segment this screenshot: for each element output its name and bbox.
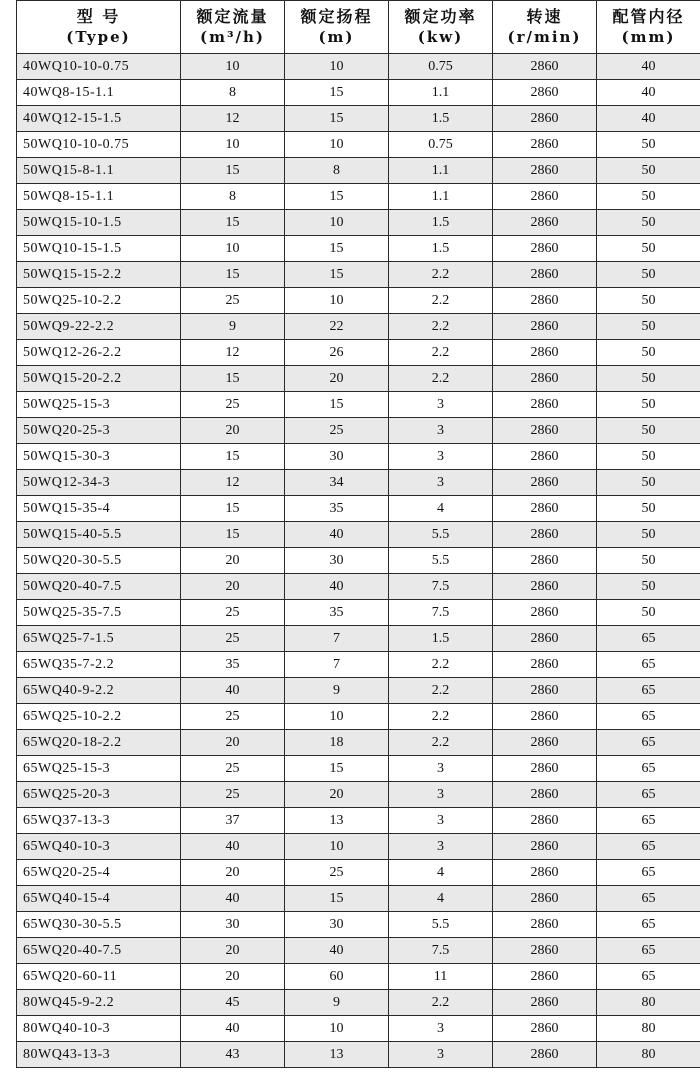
table-row: [17, 184, 700, 210]
cell-speed: 2860: [493, 236, 597, 262]
pump-spec-table: [16, 0, 700, 1068]
table-row: [17, 80, 700, 106]
cell-flow: 20: [181, 938, 285, 964]
cell-pipe-diameter: 50: [597, 548, 700, 574]
cell-power: 7.5: [389, 600, 493, 626]
cell-model: 50WQ15-35-4: [17, 496, 181, 522]
cell-flow: 40: [181, 678, 285, 704]
cell-model: 50WQ15-10-1.5: [17, 210, 181, 236]
cell-head: 15: [285, 886, 389, 912]
cell-model: 40WQ8-15-1.1: [17, 80, 181, 106]
cell-speed: 2860: [493, 730, 597, 756]
table-row: [17, 444, 700, 470]
table-row: [17, 626, 700, 652]
cell-pipe-diameter: 50: [597, 600, 700, 626]
table-row: [17, 990, 700, 1016]
cell-model: 65WQ40-9-2.2: [17, 678, 181, 704]
cell-model: 50WQ20-30-5.5: [17, 548, 181, 574]
cell-power: 5.5: [389, 522, 493, 548]
table-row: [17, 236, 700, 262]
cell-power: 5.5: [389, 548, 493, 574]
cell-model: 50WQ9-22-2.2: [17, 314, 181, 340]
cell-flow: 12: [181, 106, 285, 132]
cell-model: 40WQ10-10-0.75: [17, 54, 181, 80]
cell-speed: 2860: [493, 886, 597, 912]
cell-head: 13: [285, 1042, 389, 1068]
cell-flow: 15: [181, 262, 285, 288]
cell-flow: 12: [181, 340, 285, 366]
cell-head: 10: [285, 834, 389, 860]
cell-head: 9: [285, 990, 389, 1016]
cell-speed: 2860: [493, 392, 597, 418]
cell-power: 2.2: [389, 704, 493, 730]
cell-pipe-diameter: 65: [597, 756, 700, 782]
cell-speed: 2860: [493, 444, 597, 470]
cell-head: 18: [285, 730, 389, 756]
table-row: [17, 808, 700, 834]
cell-pipe-diameter: 65: [597, 860, 700, 886]
cell-head: 30: [285, 548, 389, 574]
cell-pipe-diameter: 50: [597, 392, 700, 418]
table-body: [17, 54, 700, 1068]
cell-head: 10: [285, 704, 389, 730]
cell-power: 1.5: [389, 626, 493, 652]
table-row: [17, 886, 700, 912]
cell-pipe-diameter: 80: [597, 1016, 700, 1042]
cell-flow: 15: [181, 158, 285, 184]
cell-head: 26: [285, 340, 389, 366]
cell-head: 22: [285, 314, 389, 340]
cell-power: 11: [389, 964, 493, 990]
cell-head: 35: [285, 600, 389, 626]
cell-power: 3: [389, 470, 493, 496]
table-row: [17, 210, 700, 236]
cell-speed: 2860: [493, 340, 597, 366]
cell-flow: 25: [181, 288, 285, 314]
cell-pipe-diameter: 65: [597, 704, 700, 730]
cell-head: 20: [285, 366, 389, 392]
cell-flow: 40: [181, 834, 285, 860]
cell-power: 2.2: [389, 678, 493, 704]
table-row: [17, 938, 700, 964]
table-row: [17, 522, 700, 548]
cell-speed: 2860: [493, 366, 597, 392]
cell-speed: 2860: [493, 288, 597, 314]
cell-model: 65WQ40-15-4: [17, 886, 181, 912]
table-row: [17, 340, 700, 366]
cell-pipe-diameter: 50: [597, 574, 700, 600]
cell-model: 50WQ15-30-3: [17, 444, 181, 470]
cell-model: 65WQ20-25-4: [17, 860, 181, 886]
cell-head: 34: [285, 470, 389, 496]
cell-head: 15: [285, 392, 389, 418]
table-row: [17, 834, 700, 860]
cell-head: 25: [285, 418, 389, 444]
cell-flow: 20: [181, 548, 285, 574]
cell-model: 50WQ25-10-2.2: [17, 288, 181, 314]
cell-speed: 2860: [493, 990, 597, 1016]
cell-pipe-diameter: 65: [597, 808, 700, 834]
cell-power: 3: [389, 834, 493, 860]
table-row: [17, 600, 700, 626]
cell-flow: 35: [181, 652, 285, 678]
cell-flow: 25: [181, 756, 285, 782]
cell-power: 3: [389, 808, 493, 834]
header-flow: 额定流量 (m³/h): [181, 1, 285, 54]
cell-pipe-diameter: 65: [597, 964, 700, 990]
cell-model: 65WQ20-60-11: [17, 964, 181, 990]
header-row: [17, 1, 700, 54]
cell-power: 4: [389, 496, 493, 522]
table-row: [17, 314, 700, 340]
cell-model: 50WQ20-25-3: [17, 418, 181, 444]
cell-flow: 8: [181, 184, 285, 210]
cell-model: 65WQ25-15-3: [17, 756, 181, 782]
cell-pipe-diameter: 80: [597, 990, 700, 1016]
table-row: [17, 860, 700, 886]
cell-flow: 20: [181, 730, 285, 756]
cell-speed: 2860: [493, 938, 597, 964]
cell-power: 1.1: [389, 158, 493, 184]
header-power: 额定功率 (kw): [389, 1, 493, 54]
cell-speed: 2860: [493, 756, 597, 782]
cell-model: 65WQ25-20-3: [17, 782, 181, 808]
cell-speed: 2860: [493, 678, 597, 704]
cell-power: 2.2: [389, 262, 493, 288]
cell-head: 10: [285, 288, 389, 314]
table-row: [17, 912, 700, 938]
cell-head: 20: [285, 782, 389, 808]
cell-pipe-diameter: 50: [597, 340, 700, 366]
cell-model: 65WQ37-13-3: [17, 808, 181, 834]
cell-model: 65WQ20-40-7.5: [17, 938, 181, 964]
table-row: [17, 366, 700, 392]
cell-head: 13: [285, 808, 389, 834]
cell-pipe-diameter: 65: [597, 782, 700, 808]
cell-head: 30: [285, 912, 389, 938]
cell-head: 25: [285, 860, 389, 886]
cell-flow: 15: [181, 366, 285, 392]
table-row: [17, 54, 700, 80]
cell-head: 40: [285, 574, 389, 600]
cell-speed: 2860: [493, 574, 597, 600]
cell-model: 65WQ30-30-5.5: [17, 912, 181, 938]
cell-speed: 2860: [493, 522, 597, 548]
cell-pipe-diameter: 50: [597, 470, 700, 496]
cell-speed: 2860: [493, 314, 597, 340]
cell-speed: 2860: [493, 808, 597, 834]
cell-head: 15: [285, 106, 389, 132]
cell-head: 40: [285, 938, 389, 964]
cell-power: 3: [389, 1042, 493, 1068]
table-row: [17, 418, 700, 444]
cell-flow: 25: [181, 704, 285, 730]
cell-power: 7.5: [389, 574, 493, 600]
cell-pipe-diameter: 50: [597, 522, 700, 548]
cell-model: 50WQ25-35-7.5: [17, 600, 181, 626]
table-row: [17, 392, 700, 418]
cell-power: 5.5: [389, 912, 493, 938]
table-row: [17, 288, 700, 314]
cell-head: 15: [285, 184, 389, 210]
cell-flow: 12: [181, 470, 285, 496]
cell-speed: 2860: [493, 704, 597, 730]
header-model: 型 号 (Type): [17, 1, 181, 54]
cell-model: 50WQ10-15-1.5: [17, 236, 181, 262]
cell-power: 1.5: [389, 210, 493, 236]
cell-pipe-diameter: 50: [597, 158, 700, 184]
cell-speed: 2860: [493, 834, 597, 860]
cell-pipe-diameter: 65: [597, 938, 700, 964]
cell-flow: 15: [181, 210, 285, 236]
cell-speed: 2860: [493, 132, 597, 158]
cell-speed: 2860: [493, 54, 597, 80]
cell-model: 65WQ40-10-3: [17, 834, 181, 860]
cell-pipe-diameter: 50: [597, 366, 700, 392]
cell-power: 3: [389, 418, 493, 444]
cell-flow: 20: [181, 574, 285, 600]
cell-speed: 2860: [493, 782, 597, 808]
cell-flow: 15: [181, 444, 285, 470]
cell-pipe-diameter: 50: [597, 314, 700, 340]
cell-flow: 30: [181, 912, 285, 938]
cell-power: 7.5: [389, 938, 493, 964]
cell-head: 15: [285, 262, 389, 288]
cell-flow: 40: [181, 886, 285, 912]
cell-head: 15: [285, 236, 389, 262]
cell-speed: 2860: [493, 106, 597, 132]
cell-pipe-diameter: 50: [597, 496, 700, 522]
cell-model: 50WQ20-40-7.5: [17, 574, 181, 600]
cell-model: 50WQ12-34-3: [17, 470, 181, 496]
table-row: [17, 704, 700, 730]
cell-head: 15: [285, 756, 389, 782]
cell-power: 3: [389, 756, 493, 782]
cell-pipe-diameter: 50: [597, 236, 700, 262]
cell-pipe-diameter: 40: [597, 54, 700, 80]
cell-pipe-diameter: 65: [597, 678, 700, 704]
cell-model: 65WQ20-18-2.2: [17, 730, 181, 756]
cell-head: 7: [285, 626, 389, 652]
cell-speed: 2860: [493, 418, 597, 444]
cell-flow: 8: [181, 80, 285, 106]
cell-power: 4: [389, 860, 493, 886]
cell-flow: 25: [181, 626, 285, 652]
cell-flow: 20: [181, 860, 285, 886]
cell-power: 1.1: [389, 80, 493, 106]
table-header: [17, 1, 700, 54]
cell-power: 2.2: [389, 730, 493, 756]
cell-model: 50WQ12-26-2.2: [17, 340, 181, 366]
cell-pipe-diameter: 65: [597, 912, 700, 938]
header-speed: 转速 (r/min): [493, 1, 597, 54]
cell-power: 2.2: [389, 366, 493, 392]
cell-model: 80WQ43-13-3: [17, 1042, 181, 1068]
cell-flow: 10: [181, 54, 285, 80]
cell-flow: 15: [181, 522, 285, 548]
cell-head: 10: [285, 210, 389, 236]
table-row: [17, 782, 700, 808]
cell-speed: 2860: [493, 652, 597, 678]
cell-speed: 2860: [493, 1042, 597, 1068]
cell-head: 9: [285, 678, 389, 704]
cell-pipe-diameter: 40: [597, 106, 700, 132]
cell-pipe-diameter: 50: [597, 210, 700, 236]
cell-head: 10: [285, 1016, 389, 1042]
cell-power: 3: [389, 392, 493, 418]
cell-power: 2.2: [389, 340, 493, 366]
cell-pipe-diameter: 80: [597, 1042, 700, 1068]
cell-pipe-diameter: 50: [597, 288, 700, 314]
cell-speed: 2860: [493, 860, 597, 886]
cell-flow: 43: [181, 1042, 285, 1068]
cell-speed: 2860: [493, 496, 597, 522]
cell-model: 50WQ15-15-2.2: [17, 262, 181, 288]
cell-speed: 2860: [493, 548, 597, 574]
cell-power: 0.75: [389, 54, 493, 80]
cell-head: 7: [285, 652, 389, 678]
cell-flow: 45: [181, 990, 285, 1016]
cell-flow: 15: [181, 496, 285, 522]
table-row: [17, 756, 700, 782]
cell-speed: 2860: [493, 626, 597, 652]
cell-head: 10: [285, 132, 389, 158]
cell-speed: 2860: [493, 470, 597, 496]
cell-pipe-diameter: 65: [597, 886, 700, 912]
cell-model: 40WQ12-15-1.5: [17, 106, 181, 132]
cell-speed: 2860: [493, 912, 597, 938]
cell-speed: 2860: [493, 600, 597, 626]
table-row: [17, 470, 700, 496]
cell-head: 60: [285, 964, 389, 990]
cell-flow: 40: [181, 1016, 285, 1042]
cell-flow: 20: [181, 964, 285, 990]
cell-pipe-diameter: 50: [597, 262, 700, 288]
table-row: [17, 496, 700, 522]
cell-flow: 25: [181, 392, 285, 418]
cell-speed: 2860: [493, 262, 597, 288]
cell-model: 50WQ15-40-5.5: [17, 522, 181, 548]
cell-model: 65WQ25-7-1.5: [17, 626, 181, 652]
cell-model: 80WQ45-9-2.2: [17, 990, 181, 1016]
cell-model: 80WQ40-10-3: [17, 1016, 181, 1042]
cell-power: 2.2: [389, 288, 493, 314]
cell-speed: 2860: [493, 964, 597, 990]
cell-pipe-diameter: 50: [597, 444, 700, 470]
cell-flow: 10: [181, 132, 285, 158]
cell-model: 50WQ10-10-0.75: [17, 132, 181, 158]
cell-flow: 25: [181, 782, 285, 808]
cell-flow: 10: [181, 236, 285, 262]
cell-power: 1.5: [389, 236, 493, 262]
cell-speed: 2860: [493, 158, 597, 184]
table-row: [17, 262, 700, 288]
cell-pipe-diameter: 50: [597, 184, 700, 210]
cell-head: 8: [285, 158, 389, 184]
cell-head: 35: [285, 496, 389, 522]
cell-flow: 20: [181, 418, 285, 444]
table-row: [17, 158, 700, 184]
cell-model: 65WQ25-10-2.2: [17, 704, 181, 730]
cell-power: 3: [389, 444, 493, 470]
cell-model: 65WQ35-7-2.2: [17, 652, 181, 678]
cell-head: 40: [285, 522, 389, 548]
cell-pipe-diameter: 65: [597, 730, 700, 756]
table-row: [17, 678, 700, 704]
cell-pipe-diameter: 40: [597, 80, 700, 106]
table-row: [17, 132, 700, 158]
cell-power: 2.2: [389, 990, 493, 1016]
cell-model: 50WQ15-8-1.1: [17, 158, 181, 184]
cell-flow: 37: [181, 808, 285, 834]
cell-head: 15: [285, 80, 389, 106]
cell-power: 3: [389, 1016, 493, 1042]
cell-pipe-diameter: 50: [597, 418, 700, 444]
cell-head: 10: [285, 54, 389, 80]
cell-model: 50WQ15-20-2.2: [17, 366, 181, 392]
cell-model: 50WQ25-15-3: [17, 392, 181, 418]
table-row: [17, 730, 700, 756]
cell-power: 1.1: [389, 184, 493, 210]
cell-power: 1.5: [389, 106, 493, 132]
table-row: [17, 106, 700, 132]
header-pipe-diameter: 配管内径 (mm): [597, 1, 700, 54]
cell-flow: 25: [181, 600, 285, 626]
table-row: [17, 1016, 700, 1042]
cell-speed: 2860: [493, 1016, 597, 1042]
cell-pipe-diameter: 65: [597, 626, 700, 652]
cell-speed: 2860: [493, 80, 597, 106]
cell-power: 2.2: [389, 314, 493, 340]
cell-power: 4: [389, 886, 493, 912]
cell-power: 0.75: [389, 132, 493, 158]
cell-head: 30: [285, 444, 389, 470]
header-head: 额定扬程 (m): [285, 1, 389, 54]
cell-speed: 2860: [493, 184, 597, 210]
table-row: [17, 1042, 700, 1068]
cell-power: 3: [389, 782, 493, 808]
cell-speed: 2860: [493, 210, 597, 236]
cell-model: 50WQ8-15-1.1: [17, 184, 181, 210]
table-row: [17, 548, 700, 574]
table-row: [17, 964, 700, 990]
cell-pipe-diameter: 65: [597, 834, 700, 860]
cell-power: 2.2: [389, 652, 493, 678]
cell-flow: 9: [181, 314, 285, 340]
table-row: [17, 652, 700, 678]
cell-pipe-diameter: 50: [597, 132, 700, 158]
cell-pipe-diameter: 65: [597, 652, 700, 678]
table-row: [17, 574, 700, 600]
